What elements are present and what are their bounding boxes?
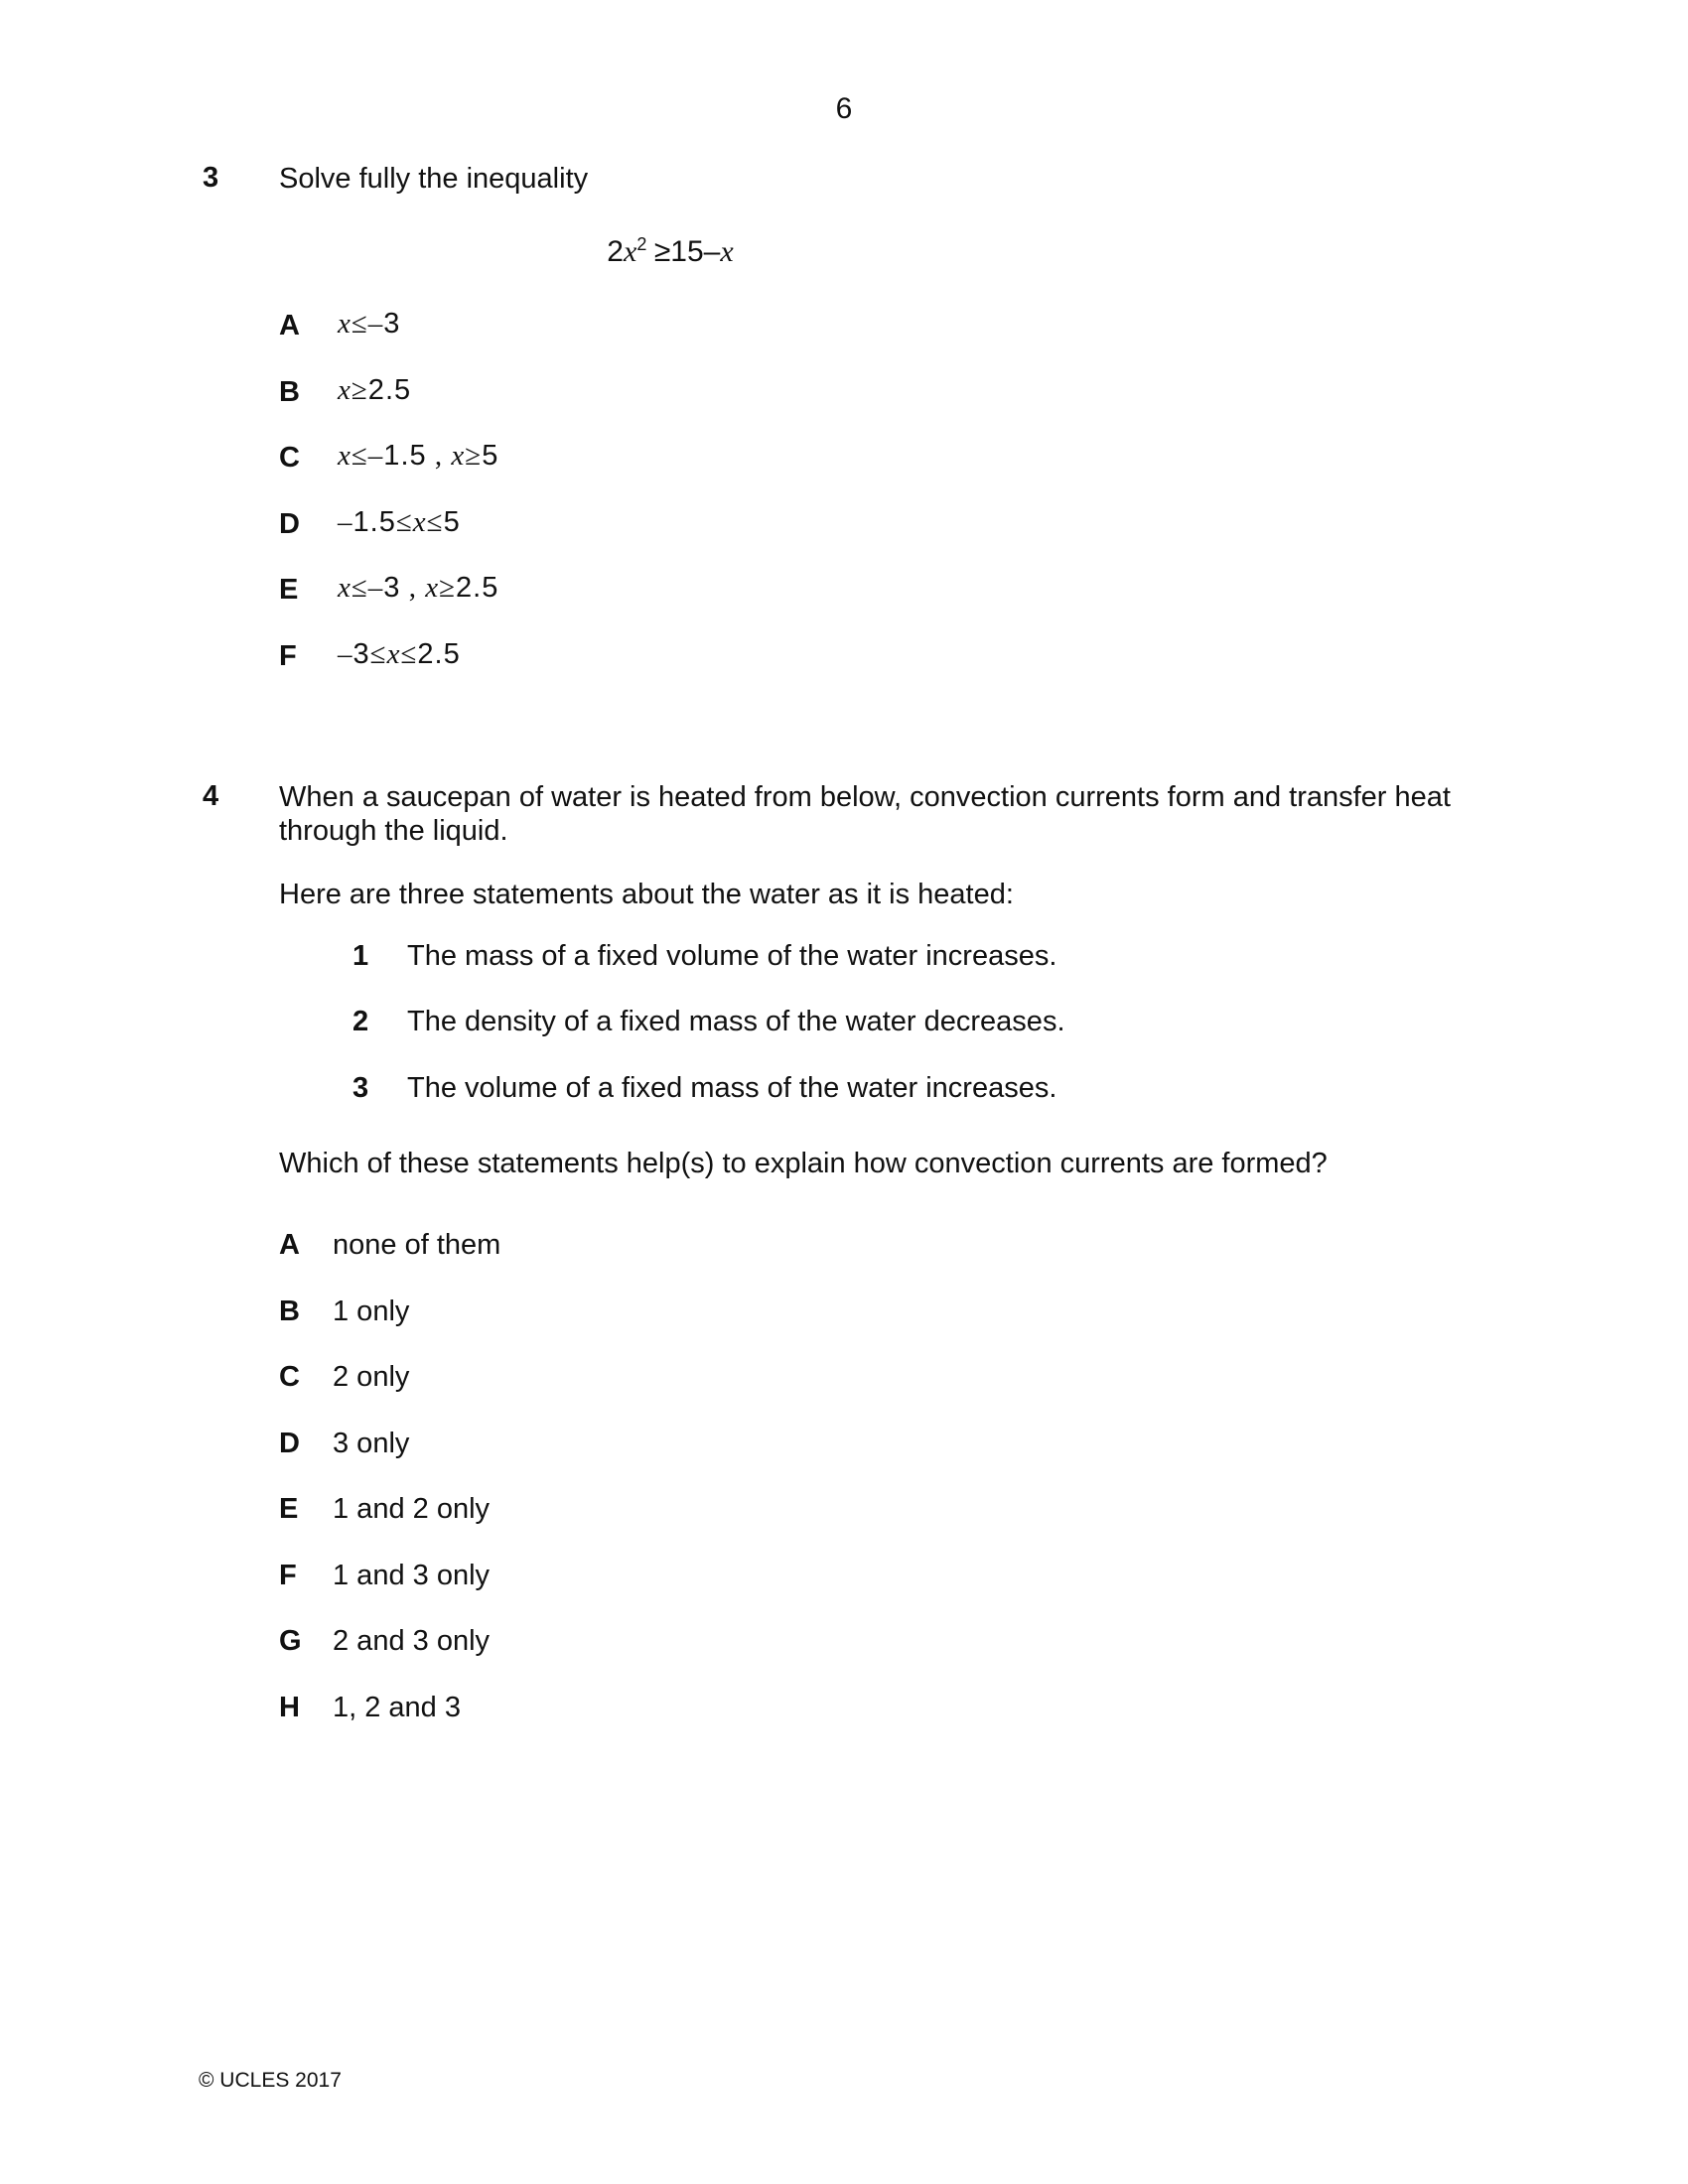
q3-option-d-text: –1.5≤x≤5 [338,506,461,538]
q4-option-e-letter: E [279,1493,299,1525]
formula-variable: x [623,235,637,268]
q4-option-c-letter: C [279,1361,300,1393]
q4-option-f-text: 1 and 3 only [333,1560,491,1591]
formula-exponent: 2 [636,234,647,254]
q4-option-h-text: 1, 2 and 3 [333,1692,461,1723]
q4-option-e-text: 1 and 2 only [333,1493,491,1525]
q3-option-e-text: x≤–3 , x≥2.5 [338,572,499,604]
q4-option-f-letter: F [279,1560,297,1591]
question-3-number: 3 [203,162,219,194]
q4-option-d-letter: D [279,1428,300,1459]
question-4-intro-line-1: When a saucepan of water is heated from below, convection currents form and transfer heat [279,781,1451,813]
q3-option-f-text: –3≤x≤2.5 [338,638,461,670]
question-3-formula [0,234,1340,269]
q3-option-e-letter: E [279,574,299,606]
q3-option-f-letter: F [279,640,297,672]
copyright-footer: © UCLES 2017 [199,2069,342,2092]
question-4-intro-line-2: through the liquid. [279,815,508,847]
q3-option-b-text: x≥2.5 [338,374,412,406]
q4-option-b-text: 1 only [333,1296,410,1327]
statement-1-text: The mass of a fixed volume of the water increases. [407,940,1057,972]
statement-2-number: 2 [352,1006,369,1037]
question-4-question: Which of these statements help(s) to explain how convection currents are formed? [279,1148,1328,1179]
statement-2-text: The density of a fixed mass of the water decreases. [407,1006,1065,1037]
q3-option-a-letter: A [279,310,300,341]
formula-variable-2: x [720,235,734,268]
q4-option-g-letter: G [279,1625,302,1657]
q4-option-c-text: 2 only [333,1361,410,1393]
q3-option-a-text: x≤–3 [338,308,401,340]
formula-rhs: ≥15– [653,235,721,268]
q3-option-d-letter: D [279,508,300,540]
q4-option-b-letter: B [279,1296,300,1327]
q4-option-a-letter: A [279,1229,300,1261]
q4-option-d-text: 3 only [333,1428,410,1459]
statement-3-number: 3 [352,1072,369,1104]
question-4-number: 4 [203,780,219,812]
formula-coefficient: 2 [607,235,624,268]
q4-option-h-letter: H [279,1692,300,1723]
q3-option-c-letter: C [279,442,300,474]
q3-option-b-letter: B [279,376,300,408]
question-4-lead: Here are three statements about the water as it is heated: [279,879,1014,910]
q3-option-c-text: x≤–1.5 , x≥5 [338,440,499,472]
statement-3-text: The volume of a fixed mass of the water increases. [407,1072,1057,1104]
statement-1-number: 1 [352,940,369,972]
page-number: 6 [835,92,853,125]
q4-option-g-text: 2 and 3 only [333,1625,491,1657]
q4-option-a-text: none of them [333,1229,501,1261]
question-3-prompt: Solve fully the inequality [279,163,589,195]
